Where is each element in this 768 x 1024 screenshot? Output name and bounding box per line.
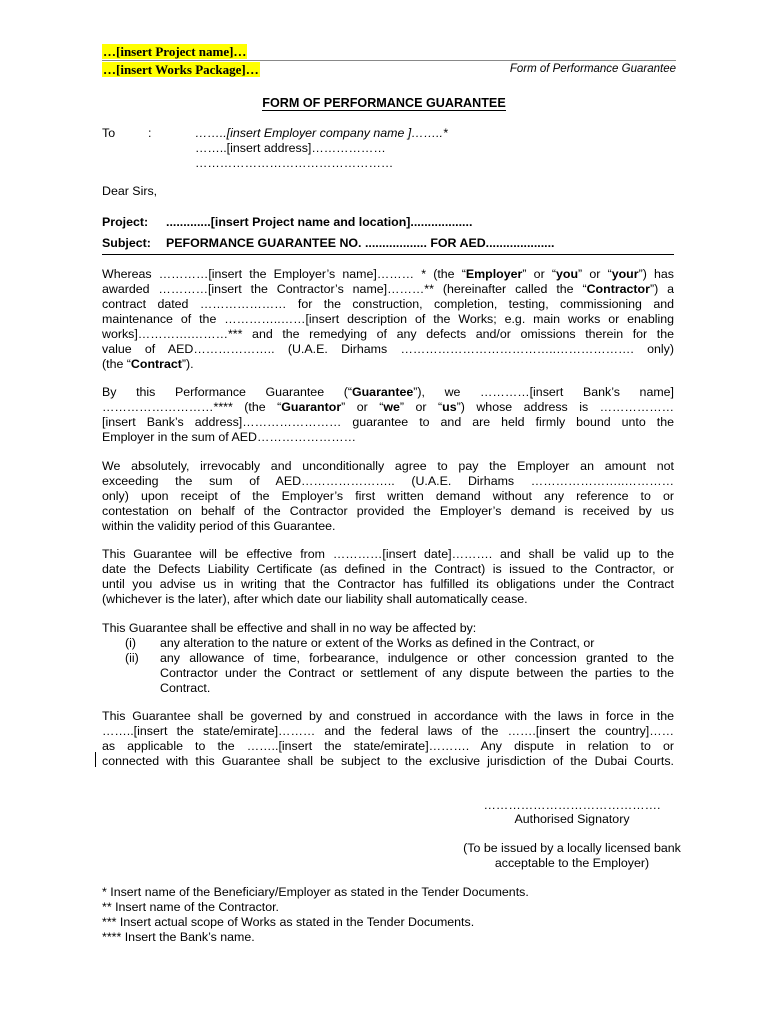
para1-line: Whereas …………[insert the Employer’s name]……… * (the “Employer” or “you” or “your”) has <box>102 267 674 281</box>
form-label: Form of Performance Guarantee <box>509 63 676 75</box>
header-works-row <box>102 62 676 78</box>
para2-line: [insert Bank’s address]…………………… guarantee to and are held firmly bound unto the <box>102 415 674 429</box>
subject-value: PEFORMANCE GUARANTEE NO. .................. FOR AED.................... <box>166 236 555 250</box>
para4-line: (whichever is the later), after which date our liability shall automatically cease. <box>102 592 528 606</box>
para4-line: until you advise us in writing that the Contractor has fulfilled its obligations under the Contract <box>102 577 674 591</box>
para3-line: only) upon receipt of the Employer’s first written demand without any reference to or <box>102 489 674 503</box>
issuance-note: acceptable to the Employer) <box>494 856 650 870</box>
list-item-text: any allowance of time, forbearance, indulgence or other concession granted to the <box>160 651 674 665</box>
para1-line: value of AED……………….. (U.A.E. Dirhams ………………………………..………………. only) <box>102 342 674 356</box>
subject-divider <box>102 254 674 255</box>
list-item-text: any alteration to the nature or extent of the Works as defined in the Contract, or <box>160 636 595 650</box>
para2-line: Employer in the sum of AED…………………… <box>102 430 357 444</box>
text-cursor <box>95 752 96 767</box>
para3-line: within the validity period of this Guarantee. <box>102 519 336 533</box>
project-value: .............[insert Project name and location].................. <box>166 215 473 229</box>
para2-line: By this Performance Guarantee (“Guarantee”), we …………[insert Bank’s name] <box>102 385 674 399</box>
works-package-placeholder: …[insert Works Package]… <box>103 62 259 77</box>
para6-line: connected with this Guarantee shall be subject to the exclusive jurisdiction of the Dubai Courts. <box>102 754 674 768</box>
para6-line: This Guarantee shall be governed by and construed in accordance with the laws in force in the <box>102 709 674 723</box>
para4-line: This Guarantee will be effective from …………[insert date]………. and shall be valid up to the <box>102 547 674 561</box>
para1-line: awarded …………[insert the Contractor’s name]………** (hereinafter called the “Contractor”) a <box>102 282 674 296</box>
list-item-text: Contract. <box>160 681 211 695</box>
para1-line: works]………….………*** and the remedying of any defects and/or omissions therein for the <box>102 327 674 341</box>
footnote: * Insert name of the Beneficiary/Employer as stated in the Tender Documents. <box>102 885 529 899</box>
signature-dots: ……………………………………. <box>483 798 661 812</box>
para1-line: (the “Contract”). <box>102 357 194 371</box>
para1-line: maintenance of the …………..……[insert description of the Works; e.g. main works or enabling <box>102 312 674 326</box>
list-number: (ii) <box>125 651 139 665</box>
issuance-note: (To be issued by a locally licensed bank <box>463 841 681 855</box>
to-colon: : <box>148 126 152 140</box>
para2-line: ………………………**** (the “Guarantor” or “we” or “us”) whose address is ……………… <box>102 400 674 414</box>
para5-intro: This Guarantee shall be effective and shall in no way be affected by: <box>102 621 477 635</box>
list-number: (i) <box>125 636 137 650</box>
para1-line: contract dated ………………… for the construction, completion, testing, commissioning and <box>102 297 674 311</box>
employer-name-line: ……..[insert Employer company name ]……..* <box>195 126 448 140</box>
footnote: ** Insert name of the Contractor. <box>102 900 280 914</box>
project-label: Project: <box>102 215 149 229</box>
para3-line: contestation on behalf of the Contractor provided the Employer’s demand is received by us <box>102 504 674 518</box>
to-label: To <box>102 126 116 140</box>
salutation: Dear Sirs, <box>102 184 158 198</box>
para6-line: ……..[insert the state/emirate]……… and the federal laws of the …….[insert the country]…… <box>102 724 674 738</box>
employer-address-line: ……..[insert address]……………… <box>195 141 386 155</box>
subject-label: Subject: <box>102 236 151 250</box>
para3-line: exceeding the sum of AED………………….. (U.A.E. Dirhams …………………..………… <box>102 474 674 488</box>
document-title: FORM OF PERFORMANCE GUARANTEE <box>262 96 506 110</box>
footnote: *** Insert actual scope of Works as stated in the Tender Documents. <box>102 915 475 929</box>
address-continuation-line: ………………………………………… <box>195 156 394 170</box>
list-item-text: Contractor under the Contract or settlement of any dispute between the parties to the <box>160 666 674 680</box>
header-project-row <box>102 44 676 61</box>
para4-line: date the Defects Liability Certificate (as defined in the Contract) is issued to the Contractor, or <box>102 562 674 576</box>
para3-line: We absolutely, irrevocably and unconditionally agree to pay the Employer an amount not <box>102 459 674 473</box>
authorised-signatory-label: Authorised Signatory <box>514 812 630 826</box>
para6-line: as applicable to the ……..[insert the state/emirate]………. Any dispute in relation to or <box>102 739 674 753</box>
project-name-placeholder: …[insert Project name]… <box>103 44 247 59</box>
footnote: **** Insert the Bank’s name. <box>102 930 255 944</box>
